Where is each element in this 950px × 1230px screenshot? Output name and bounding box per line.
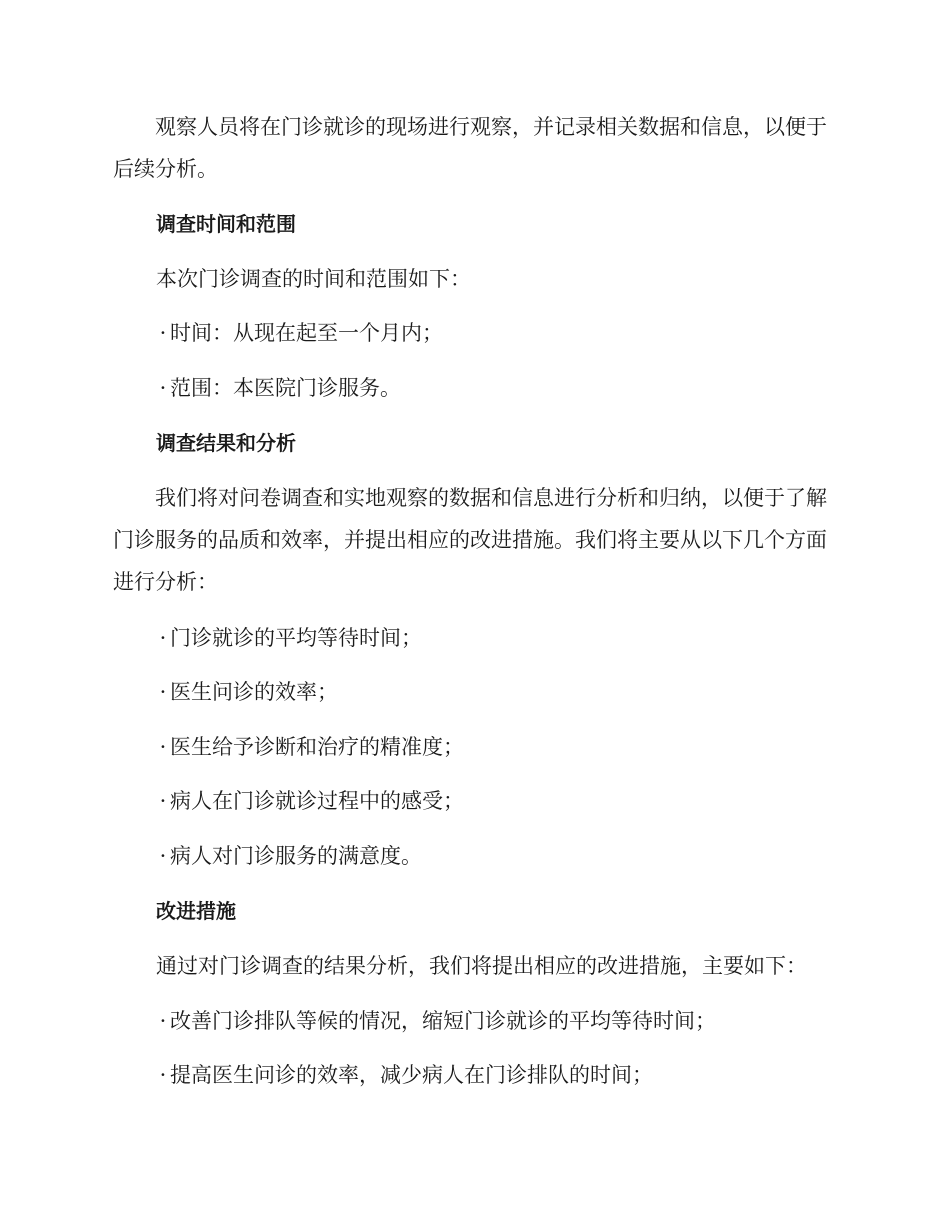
bullet-dot-icon: · xyxy=(159,1063,167,1087)
bullet-text: 提高医生问诊的效率，减少病人在门诊排队的时间； xyxy=(170,1063,653,1087)
bullet-item-queue-improvement xyxy=(156,1000,876,1042)
bullet-dot-icon: · xyxy=(159,680,167,704)
bullet-text: 医生问诊的效率； xyxy=(170,680,338,704)
bullet-item-efficiency-improvement xyxy=(156,1054,876,1096)
bullet-text: 时间：从现在起至一个月内； xyxy=(170,321,443,345)
bullet-dot-icon: · xyxy=(159,735,167,759)
paragraph-observation: 观察人员将在门诊就诊的现场进行观察，并记录相关数据和信息，以便于后续分析。 xyxy=(113,115,827,181)
paragraph-time-scope-intro: 本次门诊调查的时间和范围如下： xyxy=(156,267,471,291)
bullet-item-consult-efficiency xyxy=(156,671,876,713)
bullet-item-patient-experience xyxy=(156,780,876,822)
bullet-dot-icon: · xyxy=(159,1009,167,1033)
paragraph-analysis-intro: 我们将对问卷调查和实地观察的数据和信息进行分析和归纳，以便于了解门诊服务的品质和效率，并提出相应的改进措施。我们将主要从以下几个方面进行分析： xyxy=(113,486,827,594)
bullet-dot-icon: · xyxy=(159,626,167,650)
bullet-dot-icon: · xyxy=(159,321,167,345)
heading-survey-time-scope: 调查时间和范围 xyxy=(156,212,296,236)
bullet-text: 医生给予诊断和治疗的精准度； xyxy=(170,735,464,759)
bullet-item-time xyxy=(156,312,876,354)
bullet-text: 门诊就诊的平均等待时间； xyxy=(170,626,422,650)
bullet-text: 病人对门诊服务的满意度。 xyxy=(170,844,422,868)
bullet-dot-icon: · xyxy=(159,789,167,813)
bullet-dot-icon: · xyxy=(159,844,167,868)
heading-improvement-measures: 改进措施 xyxy=(156,899,236,923)
bullet-dot-icon: · xyxy=(159,376,167,400)
paragraph-improvement-intro: 通过对门诊调查的结果分析，我们将提出相应的改进措施，主要如下： xyxy=(156,954,807,978)
bullet-item-satisfaction xyxy=(156,835,876,877)
bullet-item-diagnosis-accuracy xyxy=(156,726,876,768)
bullet-text: 改善门诊排队等候的情况，缩短门诊就诊的平均等待时间； xyxy=(170,1009,716,1033)
bullet-item-wait-time xyxy=(156,617,876,659)
bullet-text: 范围：本医院门诊服务。 xyxy=(170,376,401,400)
bullet-item-scope xyxy=(156,367,876,409)
bullet-text: 病人在门诊就诊过程中的感受； xyxy=(170,789,464,813)
heading-results-analysis: 调查结果和分析 xyxy=(156,431,296,455)
